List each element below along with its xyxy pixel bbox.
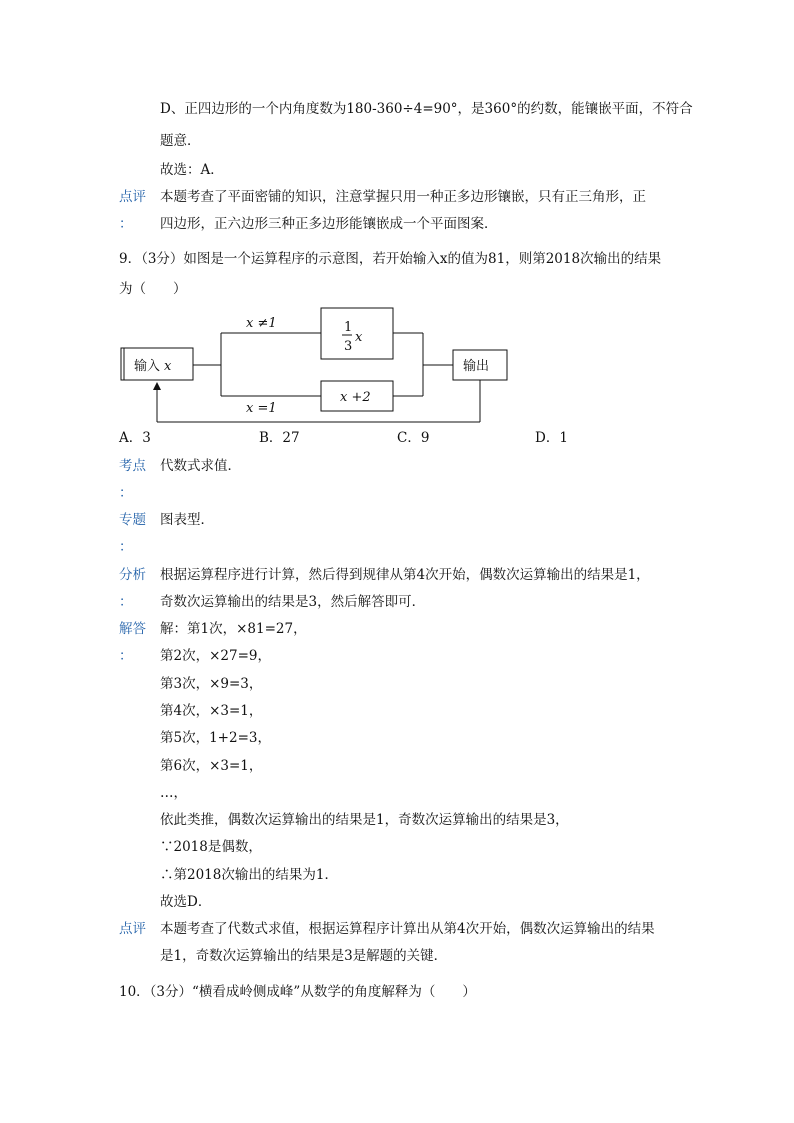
q9-option-d[interactable]: D．1: [535, 430, 568, 446]
q9-zhuanti-text: 图表型．: [160, 512, 214, 528]
q9-step-10: ∴第2018次输出的结果为1．: [160, 867, 338, 883]
q10-stem: 10．（3分）“横看成岭侧成峰”从数学的角度解释为（ ）: [119, 984, 476, 1000]
q9-stem-line2: 为（ ）: [119, 281, 187, 297]
q9-step-7: …，: [160, 785, 187, 801]
output-label: 输出: [463, 359, 490, 374]
q9-step-5: 第5次，1+2=3，: [160, 730, 271, 746]
q9-step-1: 解：第1次，×81=27，: [160, 621, 307, 637]
q9-jieda-colon: ：: [119, 648, 133, 664]
q9-jieda-tag: 解答: [119, 621, 146, 637]
q9-option-c[interactable]: C．9: [397, 430, 430, 446]
q8-comment-colon: ：: [119, 216, 133, 232]
q9-step-3: 第3次，×9=3，: [160, 676, 263, 692]
q9-comment-line2: 是1，奇数次运算输出的结果是3是解题的关键．: [160, 948, 448, 964]
q8-option-d-line1: D、正四边形的一个内角度数为180-360÷4=90°，是360°的约数，能镶嵌平面，不符合: [160, 101, 693, 117]
q9-kaodian-colon: ：: [119, 485, 133, 501]
q9-step-6: 第6次，×3=1，: [160, 758, 263, 774]
q9-comment-tag: 点评: [119, 921, 146, 937]
q9-step-9: ∵2018是偶数，: [160, 839, 262, 855]
op-bottom-text: x +2: [340, 390, 371, 405]
q9-step-4: 第4次，×3=1，: [160, 703, 263, 719]
branch-bottom-label: x =1: [246, 401, 277, 416]
q9-option-a[interactable]: A．3: [119, 430, 151, 446]
q9-kaodian-tag: 考点: [119, 458, 146, 474]
q8-answer: 故选：A．: [160, 162, 224, 178]
op-top-var: x: [355, 330, 363, 345]
q9-step-2: 第2次，×27=9，: [160, 648, 271, 664]
q9-comment-line1: 本题考查了代数式求值，根据运算程序计算出从第4次开始，偶数次运算输出的结果: [160, 921, 655, 937]
q8-comment-tag: 点评: [119, 189, 146, 205]
q9-fenxi-tag: 分析: [119, 567, 146, 583]
q9-option-b[interactable]: B．27: [259, 430, 300, 446]
q8-option-d-line2: 题意．: [160, 133, 201, 149]
q8-comment-line2: 四边形，正六边形三种正多边形能镶嵌成一个平面图案．: [160, 216, 498, 232]
q9-step-8: 依此类推，偶数次运算输出的结果是1，奇数次运算输出的结果是3，: [160, 812, 569, 828]
q9-stem-line1: 9．（3分）如图是一个运算程序的示意图，若开始输入x的值为81，则第2018次输出的结果: [119, 251, 662, 267]
q9-fenxi-colon: ：: [119, 594, 133, 610]
q8-comment-line1: 本题考查了平面密铺的知识，注意掌握只用一种正多边形镶嵌，只有正三角形，正: [160, 189, 646, 205]
q9-zhuanti-tag: 专题: [119, 512, 146, 528]
q9-fenxi-line2: 奇数次运算输出的结果是3，然后解答即可．: [160, 594, 426, 610]
q9-step-11: 故选D．: [160, 894, 212, 910]
q9-kaodian-text: 代数式求值．: [160, 458, 241, 474]
q9-fenxi-line1: 根据运算程序进行计算，然后得到规律从第4次开始，偶数次运算输出的结果是1，: [160, 567, 650, 583]
op-top-numerator: 1: [344, 320, 353, 335]
input-var: x: [164, 359, 172, 374]
q9-zhuanti-colon: ：: [119, 539, 133, 555]
input-label: 输入: [134, 359, 161, 374]
branch-top-label: x ≠1: [246, 316, 277, 331]
q9-flow-diagram: [118, 300, 518, 426]
op-top-denominator: 3: [344, 339, 353, 354]
